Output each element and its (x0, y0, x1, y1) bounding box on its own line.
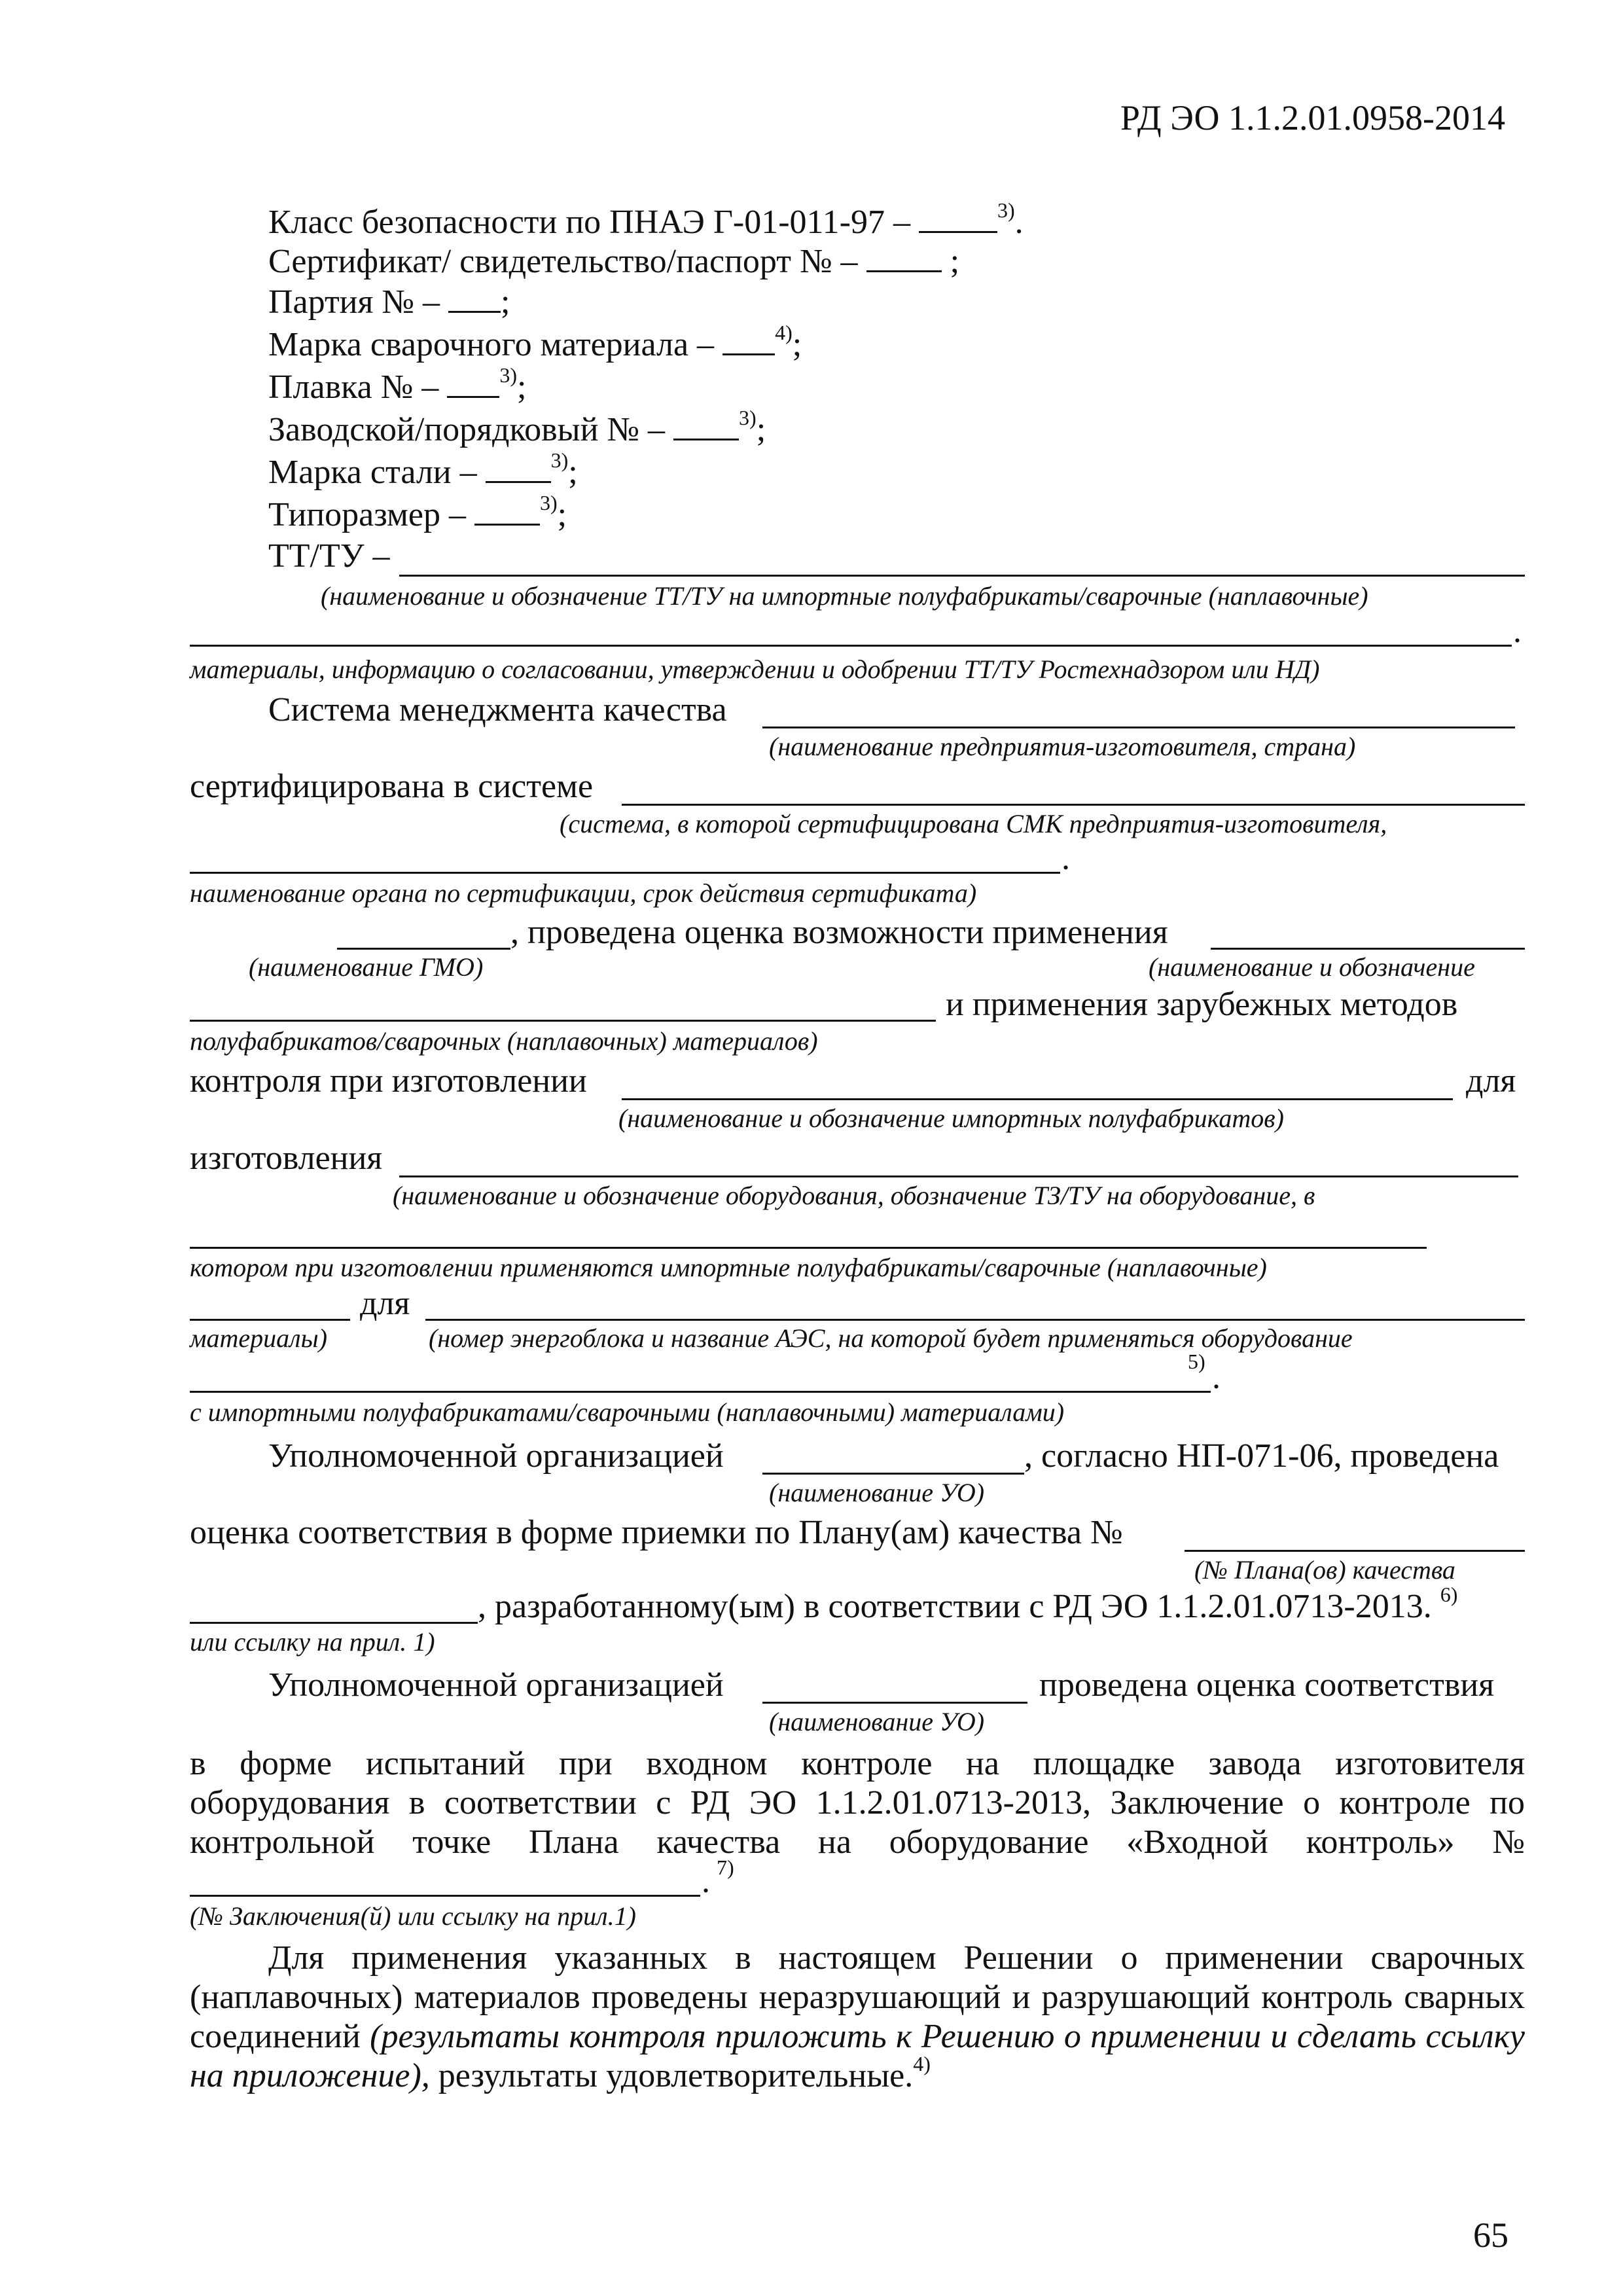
equipment-blank (190, 1247, 1427, 1249)
footnote-ref: 3) (550, 448, 569, 472)
size-line: Типоразмер – $^{3)}$; (268, 490, 567, 533)
uo-label-1: Уполномоченной организацией (268, 1437, 724, 1475)
enterprise-caption: (наименование предприятия-изготовителя, страна) (769, 732, 1356, 761)
gmo-caption: (наименование ГМО) (249, 952, 484, 982)
tt-tu-caption-2: материалы, информацию о согласовании, утверждении и одобрении ТТ/ТУ Ростехнадзором или НД) (190, 655, 1320, 684)
steel-line: Марка стали – $^{3)}$; (268, 448, 578, 491)
final-text-italic: (результаты контроля приложить к Решению о применении и сделать ссылку на приложение), (190, 2018, 1525, 2094)
safety-class-line: Класс безопасности по ПНАЭ Г-01-011-97 – $^{3)}$. (268, 198, 1024, 241)
final-paragraph (190, 1939, 1525, 2096)
batch-line: Партия № – ; (268, 283, 510, 321)
gmo-blank (337, 948, 510, 950)
footnote-ref: 6) (1440, 1582, 1458, 1606)
safety-class-blank (919, 205, 997, 233)
link-caption-1: или ссылку на прил. 1) (190, 1627, 435, 1657)
uo-blank-2 (762, 1702, 1027, 1704)
period: . (1061, 840, 1070, 877)
tt-tu-label: ТТ/ТУ – (268, 537, 390, 575)
qms-blank (762, 726, 1515, 728)
size-blank (474, 497, 540, 526)
safety-class-label: Класс безопасности по ПНАЭ Г-01-011-97 – (268, 204, 910, 241)
tests-line-3: контрольной точке Плана качества на оборудование «Входной контроль» № (190, 1823, 1525, 1861)
with-import-blank (190, 1391, 1211, 1393)
equipment-caption-1: (наименование и обозначение оборудования, обозначение ТЗ/ТУ на оборудование, в (393, 1181, 1315, 1210)
weld-grade-line: Марка сварочного материала – $^{4)}$; (268, 320, 802, 363)
tt-tu-blank-2 (190, 645, 1512, 647)
serial-blank (673, 412, 739, 440)
import-semi-caption: (наименование и обозначение импортных полуфабрикатов) (618, 1103, 1284, 1133)
manufacturing-blank (399, 1175, 1518, 1177)
footnote-ref: 3) (499, 363, 517, 387)
final-text-2: результаты удовлетворительные. (429, 2057, 914, 2094)
footnote-ref: 3) (540, 490, 558, 514)
weld-grade-label: Марка сварочного материала – (268, 326, 715, 363)
tests-line-1: в форме испытаний при входном контроле на площадке завода изготовителя (190, 1745, 1525, 1782)
plan-blank-2 (190, 1622, 478, 1624)
developed-text (478, 1582, 1458, 1626)
foreign-methods-text: и применения зарубежных методов (946, 986, 1458, 1023)
control-at-blank (622, 1098, 1453, 1100)
certified-in-label: сертифицирована в системе (190, 768, 594, 805)
final-text-1: Для применения указанных в настоящем Решении о применении сварочных (наплавочных) материалов проведены неразрушающий и разрушающий контроль сварных соединений (190, 1939, 1525, 2055)
cert-body-caption: наименование органа по сертификации, срок действия сертификата) (190, 878, 977, 908)
conclusion-blank (190, 1895, 700, 1897)
for-label-2: для (360, 1285, 410, 1322)
size-label: Типоразмер – (268, 496, 466, 533)
uo-caption-1: (наименование УО) (769, 1478, 985, 1507)
period: . (702, 1863, 710, 1900)
steel-blank (486, 455, 551, 483)
batch-blank (448, 285, 501, 313)
tt-tu-caption-1: (наименование и обозначение ТТ/ТУ на импортные полуфабрикаты/сварочные (наплавочные) (321, 581, 1368, 611)
uo-label-2: Уполномоченной организацией (268, 1666, 724, 1704)
tests-line-2: оборудования в соответствии с РД ЭО 1.1.2.01.0713-2013, Заключение о контроле по (190, 1784, 1525, 1821)
document-code: РД ЭО 1.1.2.01.0958-2014 (1120, 98, 1505, 137)
footnote-7: 7) (717, 1856, 734, 1879)
footnote-ref: 4) (913, 2051, 931, 2075)
period: . (1212, 1359, 1221, 1396)
footnote-ref: 3) (739, 405, 757, 429)
materials-blank (190, 1319, 350, 1321)
weld-grade-blank (722, 327, 775, 355)
melt-label: Плавка № – (268, 368, 439, 406)
equipment-caption-2: котором при изготовлении применяются импортные полуфабрикаты/сварочные (наплавочные) (190, 1253, 1267, 1282)
period: . (1513, 613, 1522, 650)
semi-blank (190, 1020, 936, 1022)
footnote-ref: 3) (997, 198, 1015, 222)
semi-caption: полуфабрикатов/сварочных (наплавочных) материалов) (190, 1026, 818, 1056)
footnote-ref: 4) (775, 320, 793, 344)
page-number: 65 (1473, 2215, 1508, 2255)
control-at-label: контроля при изготовлении (190, 1062, 587, 1100)
name-designation-caption: (наименование и обозначение (1149, 952, 1475, 982)
uo-blank-1 (762, 1473, 1024, 1475)
certificate-blank (866, 244, 942, 272)
footnote-5: 5) (1188, 1350, 1205, 1373)
unit-blank (425, 1319, 1525, 1321)
tt-tu-blank (399, 575, 1525, 577)
plan-caption: (№ Плана(ов) качества (1194, 1555, 1455, 1585)
unit-caption: (номер энергоблока и название АЭС, на которой будет применяться оборудование (429, 1323, 1353, 1353)
materials-caption: материалы) (190, 1323, 328, 1353)
for-label: для (1466, 1062, 1516, 1100)
steel-label: Марка стали – (268, 454, 477, 491)
certificate-label: Сертификат/ свидетельство/паспорт № – (268, 243, 858, 280)
melt-line: Плавка № – $^{3)}$; (268, 363, 527, 406)
uo-caption-2: (наименование УО) (769, 1707, 985, 1736)
conclusion-caption: (№ Заключения(й) или ссылку на прил.1) (190, 1901, 636, 1931)
manufacturing-label: изготовления (190, 1139, 383, 1177)
serial-label: Заводской/порядковый № – (268, 411, 666, 448)
serial-line: Заводской/порядковый № – $^{3)}$; (268, 405, 766, 448)
plan-blank (1185, 1550, 1525, 1552)
uo-text-1: , согласно НП-071-06, проведена (1024, 1437, 1499, 1475)
certificate-line: Сертификат/ свидетельство/паспорт № – ; (268, 243, 960, 280)
with-import-caption: с импортными полуфабрикатами/сварочными (наплавочными) материалами) (190, 1397, 1065, 1427)
developed-label: , разработанному(ым) в соответствии с РД ЭО 1.1.2.01.0713-2013. (478, 1588, 1432, 1625)
certified-in-blank (622, 804, 1525, 806)
qms-label: Система менеджмента качества (268, 691, 727, 728)
melt-blank (447, 370, 499, 398)
assessment-blank (1211, 948, 1525, 950)
system-caption: (система, в которой сертифицирована СМК предприятия-изготовителя, (560, 809, 1387, 838)
cert-body-blank (190, 872, 1060, 874)
uo-text-2: проведена оценка соответствия (1039, 1666, 1495, 1704)
plan-line: оценка соответствия в форме приемки по Плану(ам) качества № (190, 1514, 1123, 1551)
assessment-text: , проведена оценка возможности применения (510, 914, 1168, 951)
batch-label: Партия № – (268, 283, 440, 321)
